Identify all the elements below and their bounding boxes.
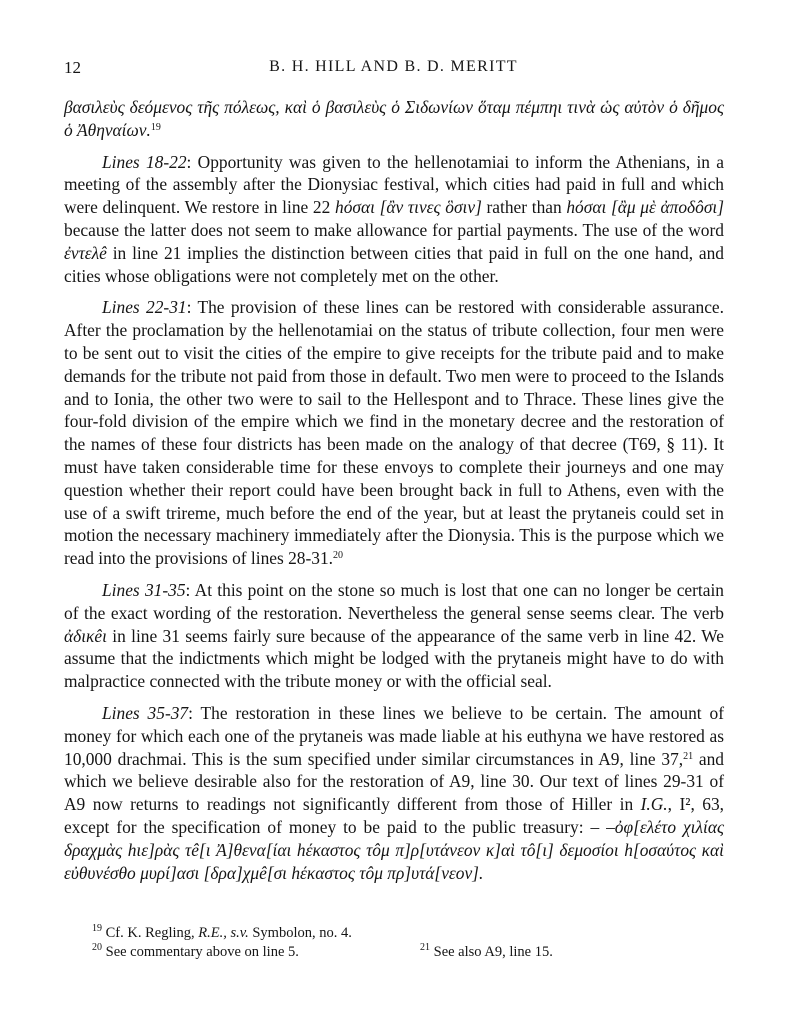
section-lead: Lines 35-37 [102, 702, 189, 723]
footnotes [64, 924, 744, 961]
section-lead: Lines 31-35 [102, 579, 186, 600]
footnote-19: $^{19}$ Cf. K. Regling, R.E., s.v. Symbolon, no. 4. [92, 923, 352, 941]
footnote-ref-21: 21 [683, 750, 694, 762]
footnote-row [64, 943, 744, 962]
body-text [64, 96, 724, 884]
section-lead: Lines 18-22 [102, 151, 187, 172]
greek-text: hόσαι [ἂμ μὲ ἀποδôσι] [566, 197, 725, 218]
citation: I.G. [640, 794, 668, 815]
greek-text: ἐντελê [64, 242, 107, 263]
paragraph-lines-31-35: Lines 31-35: At this point on the stone so much is lost that one can no longer be certain of the exact wording of the restoration. Nevertheless the general sense seems clear. The verb ἀδικêι in line 31 seems fairly sure because of the appearance of the same verb in line 42. We assume that the indictments which might be lodged with the prytaneis might have to do with malpractice connected with the tribute money or with the official seal. [64, 579, 724, 692]
paragraph-lines-22-31: Lines 22-31: The provision of these lines can be restored with considerable assurance. After the proclamation by the hellenotamiai on the status of tribute collection, four men were to be sent out to visit the cities of the empire to give receipts for the tribute paid and to make demands for the tribute not paid from those in default. Two men were to proceed to the Islands and to Ionia, the other two were to sail to the Hellespont and to Thrace. These lines give the four-fold division of the empire which we find in the monetary decree and the restoration of the names of these four districts has been made on the analogy of that decree (T69, § 11). It must have taken considerable time for these envoys to complete their journeys and one may question whether their report could have been brought back in full to Athens, even with the use of a swift trireme, much before the end of the year, but at least the prytaneis could set in motion the necessary machinery immediately after the Dionysia. This is the purpose which we read into the provisions of lines 28-31.20 [64, 297, 725, 569]
greek-text: ἀδικêι [64, 625, 107, 646]
section-lead: Lines 22-31 [102, 297, 187, 318]
greek-text: βασιλεὺς δεόμενος τῆς πόλεως, καὶ ὁ βασιλεὺς ὁ Σιδωνίων ὅταμ πέμπηι τινὰ ὡς αὐτὸν ὁ δῆμος ὁ Ἀθηναίων. [64, 97, 724, 140]
greek-text: – –ὀφ[ελέτο χιλίας δραχμὰς hιε]ρὰς τê[ι Ἀ]θενα[ίαι hέκαστος τôμ π]ρ[υτάνεον κ]αὶ τô[ι] δεμοσίοι h[οσαύτος καὶ εὐθυνέσθο μυρί]ασι [δρα]χμê[σι hέκαστος τôμ πρ]υτά[νεον]. [64, 816, 725, 883]
paragraph-lines-18-22: Lines 18-22: Opportunity was given to the hellenotamiai to inform the Athenians, in a meeting of the assembly after the Dionysiac festival, which cities had paid in full and which were delinquent. We restore in line 22 hόσαι [ἂν τινες ὃσιν] rather than hόσαι [ἂμ μὲ ἀποδôσι] because the latter does not seem to make allowance for partial payments. The use of the word ἐντελê in line 21 implies the distinction between cities that paid in full on the one hand, and cities whose obligations were not completely met on the other. [64, 151, 725, 286]
running-title: B. H. HILL AND B. D. MERITT [269, 58, 518, 75]
footnote-21: $^{21}$ See also A9, line 15. [420, 941, 553, 960]
page-number: 12 [64, 58, 81, 77]
paragraph-lines-35-37: Lines 35-37: The restoration in these lines we believe to be certain. The amount of money for which each one of the prytaneis was made liable at his euthyna we have restored as 10,000 drachmai. This is the sum specified under similar circumstances in A9, line 37,21 and which we believe desirable also for the restoration of A9, line 30. Our text of lines 29-31 of A9 now returns to readings not significantly different from those of Hiller in I.G., I², 63, except for the specification of money to be paid to the public treasury: – –ὀφ[ελέτο χιλίας δραχμὰς hιε]ρὰς τê[ι Ἀ]θενα[ίαι hέκαστος τôμ π]ρ[υτάνεον κ]αὶ τô[ι] δεμοσίοι h[οσαύτος καὶ εὐθυνέσθο μυρί]ασι [δρα]χμê[σι hέκαστος τôμ πρ]υτά[νεον]. [64, 702, 725, 883]
footnote-20: $^{20}$ See commentary above on line 5. [92, 941, 299, 960]
footnote-ref-20: 20 [333, 550, 344, 562]
greek-text: hόσαι [ἂν τινες ὃσιν] [335, 197, 482, 218]
footnote-ref-19: 19 [150, 121, 161, 133]
paragraph-greek-continuation [64, 96, 724, 142]
